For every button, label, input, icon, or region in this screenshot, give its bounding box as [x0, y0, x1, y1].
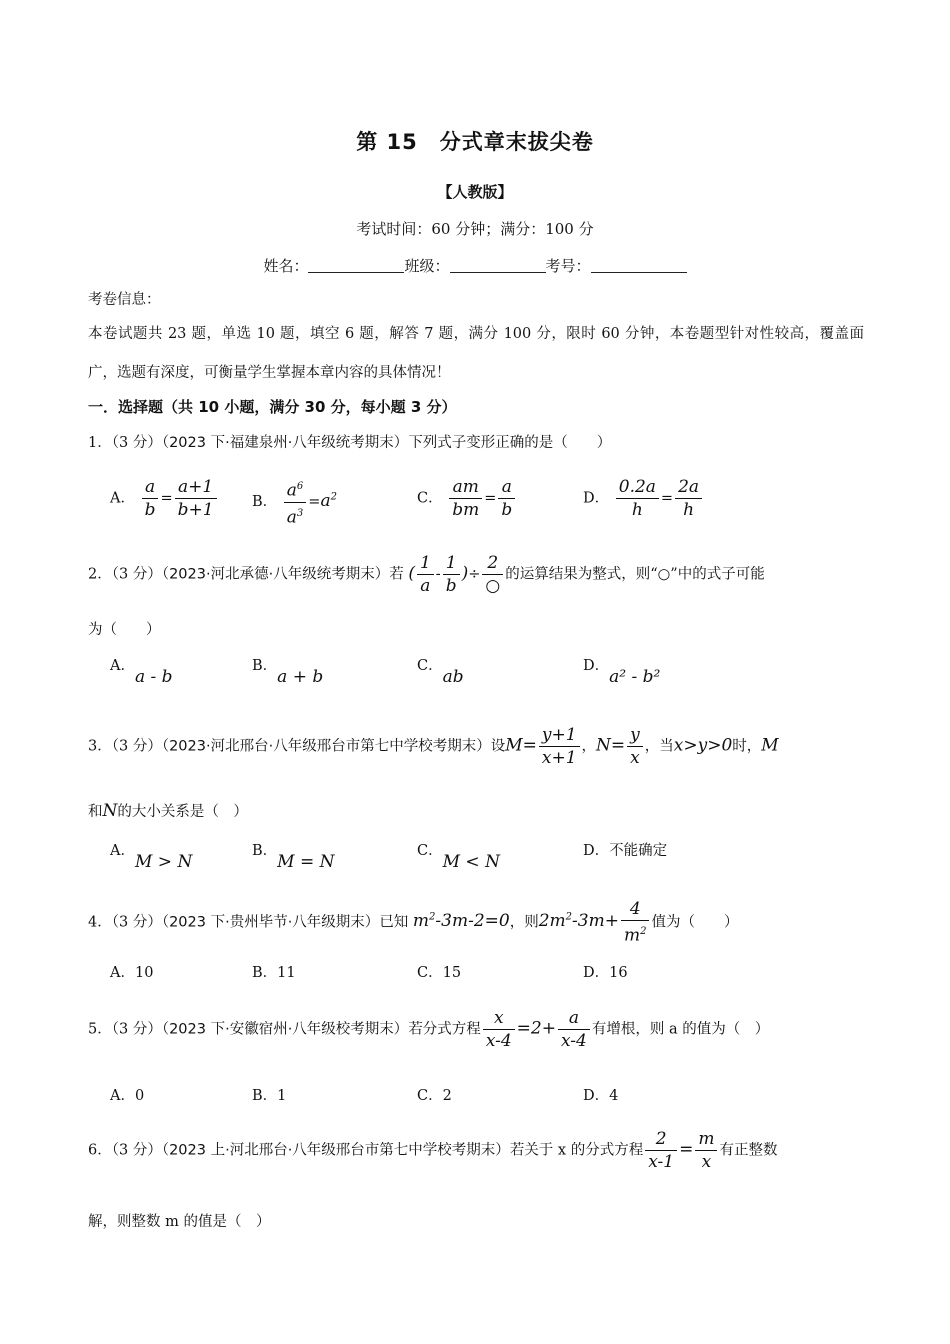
q1-option-b[interactable]: B． $\frac{a^6}{a^3}$ $=a^2$ [252, 476, 337, 528]
q4-option-a[interactable]: A．10 [110, 965, 154, 981]
q2-option-c[interactable]: C．ab [417, 658, 464, 687]
question-3-cont: 和N的大小关系是（ ） [88, 801, 248, 821]
question-6-cont: 解，则整数 m 的值是（ ） [88, 1214, 271, 1230]
q5-option-b[interactable]: B．1 [252, 1088, 287, 1104]
question-5: 5．（3 分）（2023 下·安徽宿州·八年级校考期末）若分式方程 $\frac{x}{x-4}$ =2+ $\frac{a}{x-4}$ 有增根，则 a 的值为（ ） [88, 1008, 770, 1051]
q3-option-a[interactable]: A．M > N [110, 843, 193, 872]
question-4: 4．（3 分）（2023 下·贵州毕节·八年级期末）已知 $m^2-3m-2=0$，则$2m^2-3m+$ $\frac{4}{m^2}$ 值为（ ） [88, 899, 739, 946]
info-body: 本卷试题共 23 题，单选 10 题，填空 6 题，解答 7 题，满分 100 分，限时 60 分钟，本卷题型针对性较高，覆盖面广，选题有深度，可衡量学生掌握本章内容的具体情况！ [88, 326, 864, 381]
q3-option-c[interactable]: C．M < N [417, 843, 500, 872]
q2-option-d[interactable]: D．a² - b² [583, 658, 661, 687]
name-field[interactable] [308, 258, 404, 273]
q4-option-d[interactable]: D．16 [583, 965, 628, 981]
q5-option-c[interactable]: C．2 [417, 1088, 452, 1104]
edition-label: 【人教版】 [437, 183, 513, 201]
q3-option-d[interactable]: D．不能确定 [583, 843, 668, 859]
question-2: 2．（3 分）（2023·河北承德·八年级统考期末）若 ( $\frac{1}{a}$ - $\frac{1}{b}$ )÷ $\frac{2}{○}$ 的运算结果为整式，则“○”中的式子可能 [88, 553, 765, 596]
info-heading: 考卷信息： [88, 292, 161, 308]
name-label: 姓名： [263, 257, 309, 275]
question-6: 6．（3 分）（2023 上·河北邢台·八年级邢台市第七中学校考期末）若关于 x 的分式方程 $\frac{2}{x-1}$ = $\frac{m}{x}$ 有正整数 [88, 1129, 778, 1172]
q4-option-c[interactable]: C．15 [417, 965, 462, 981]
section-title: 一．选择题（共 10 小题，满分 30 分，每小题 3 分） [88, 398, 457, 416]
q1-option-a[interactable]: A． $\frac{a}{b}$ = $\frac{a+1}{b+1}$ [110, 476, 219, 521]
question-3: 3．（3 分）（2023·河北邢台·八年级邢台市第七中学校考期末）设M= $\frac{y+1}{x+1}$ ，N= $\frac{y}{x}$ ，当x>y>0时，M [88, 725, 779, 768]
question-2-cont: 为（ ） [88, 622, 161, 638]
class-label: 班级： [404, 257, 450, 275]
question-1: 1．（3 分）（2023 下·福建泉州·八年级统考期末）下列式子变形正确的是（ ） [88, 435, 612, 451]
q5-option-a[interactable]: A．0 [110, 1088, 145, 1104]
q2-option-a[interactable]: A．a - b [110, 658, 173, 687]
q1-option-c[interactable]: C． $\frac{am}{bm}$ = $\frac{a}{b}$ [417, 476, 517, 521]
student-info-line [0, 255, 950, 276]
q2-option-b[interactable]: B．a + b [252, 658, 324, 687]
q4-option-b[interactable]: B．11 [252, 965, 296, 981]
exam-time: 考试时间：60 分钟；满分：100 分 [356, 220, 594, 238]
page-title: 第 15 分式章末拔尖卷 [356, 130, 594, 154]
class-field[interactable] [450, 258, 546, 273]
q5-option-d[interactable]: D．4 [583, 1088, 619, 1104]
id-label: 考号： [545, 257, 591, 275]
id-field[interactable] [591, 258, 687, 273]
q1-option-d[interactable]: D． $\frac{0.2a}{h}$ = $\frac{2a}{h}$ [583, 476, 704, 521]
q3-option-b[interactable]: B．M = N [252, 843, 335, 872]
